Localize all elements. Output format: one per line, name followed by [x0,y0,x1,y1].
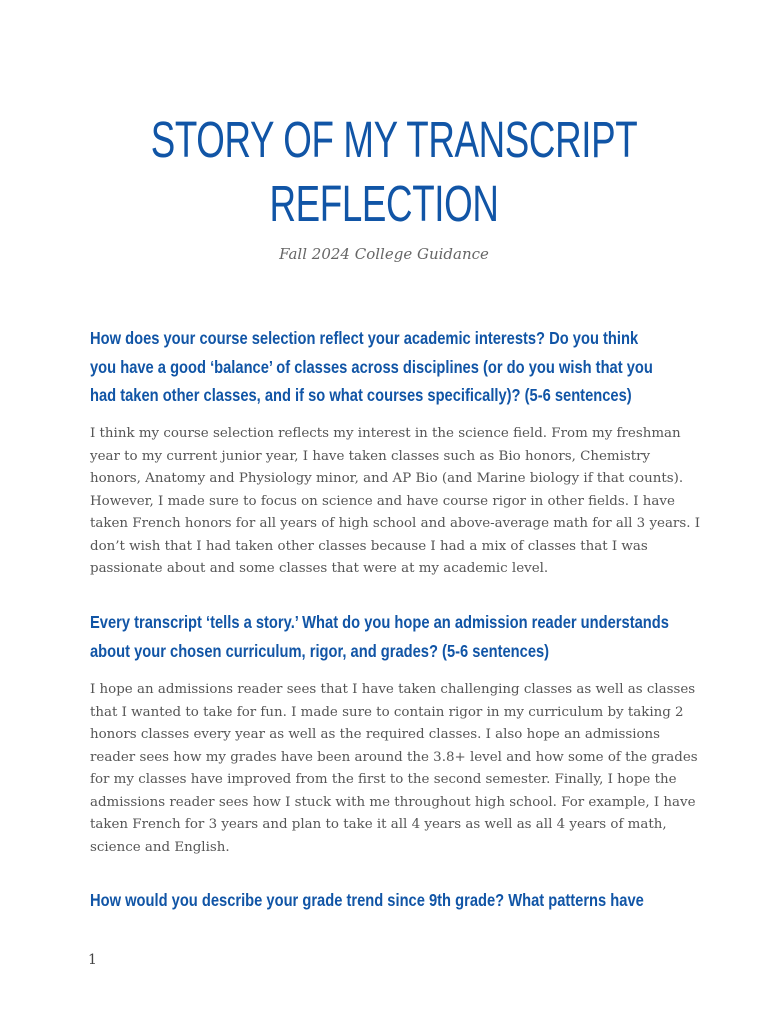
question-1-line-2: you have a good ‘balance’ of classes across disciplines (or do you wish that you [90,356,653,377]
answer-2-line-3: honors classes every year as well as the required classes. I also hope an admissions [90,727,661,742]
document-subtitle: Fall 2024 College Guidance [279,245,489,263]
title-line-2: REFLECTION [269,175,499,232]
answer-2-line-2: that I wanted to take for fun. I made sure to contain rigor in my curriculum by taking 2 [90,704,684,720]
question-2-line-1: Every transcript ‘tells a story.’ What do you hope an admission reader understands [90,612,669,632]
question-2-line-2: about your chosen curriculum, rigor, and grades? (5-6 sentences) [90,640,550,661]
answer-1-line-6: don’t wish that I had taken other classes because I had a mix of classes that I was [90,538,648,554]
answer-1-line-1: I think my course selection reflects my interest in the science field. From my freshman [90,426,681,441]
answer-1-line-7: passionate about and some classes that were at my academic level. [90,561,549,576]
answer-2-line-1: I hope an admissions reader sees that I have taken challenging classes as well as classes [90,682,696,697]
question-3 [90,886,680,915]
answer-1-line-4: However, I made sure to focus on science and have course rigor in other fields. I have [90,493,675,509]
answer-1 [90,423,700,581]
title-line-1: STORY OF MY TRANSCRIPT [150,111,638,168]
answer-2-line-5: for my classes have improved from the first to the second semester. Finally, I hope the [90,772,677,787]
answer-1-line-5: taken French honors for all years of high school and above-average math for all 3 years. I [90,516,701,531]
document-title [150,108,638,236]
question-3-line-1: How would you describe your grade trend since 9th grade? What patterns have [90,890,644,910]
question-2 [90,608,680,665]
answer-2-line-8: science and English. [90,839,230,855]
answer-2 [90,679,698,859]
question-1-line-1: How does your course selection reflect your academic interests? Do you think [90,328,639,348]
answer-2-line-7: taken French for 3 years and plan to take it all 4 years as well as all 4 years of math, [90,817,667,832]
answer-1-line-3: honors, Anatomy and Physiology minor, and AP Bio (and Marine biology if that counts). [90,471,684,486]
answer-2-line-6: admissions reader sees how I stuck with me throughout high school. For example, I have [90,794,696,810]
question-1-line-3: had taken other classes, and if so what courses specifically)? (5-6 sentences) [90,385,632,405]
question-1 [90,324,680,410]
page-number: 1 [88,952,97,968]
answer-1-line-2: year to my current junior year, I have taken classes such as Bio honors, Chemistry [90,448,651,464]
answer-2-line-4: reader sees how my grades have been around the 3.8+ level and how some of the grades [90,749,698,765]
